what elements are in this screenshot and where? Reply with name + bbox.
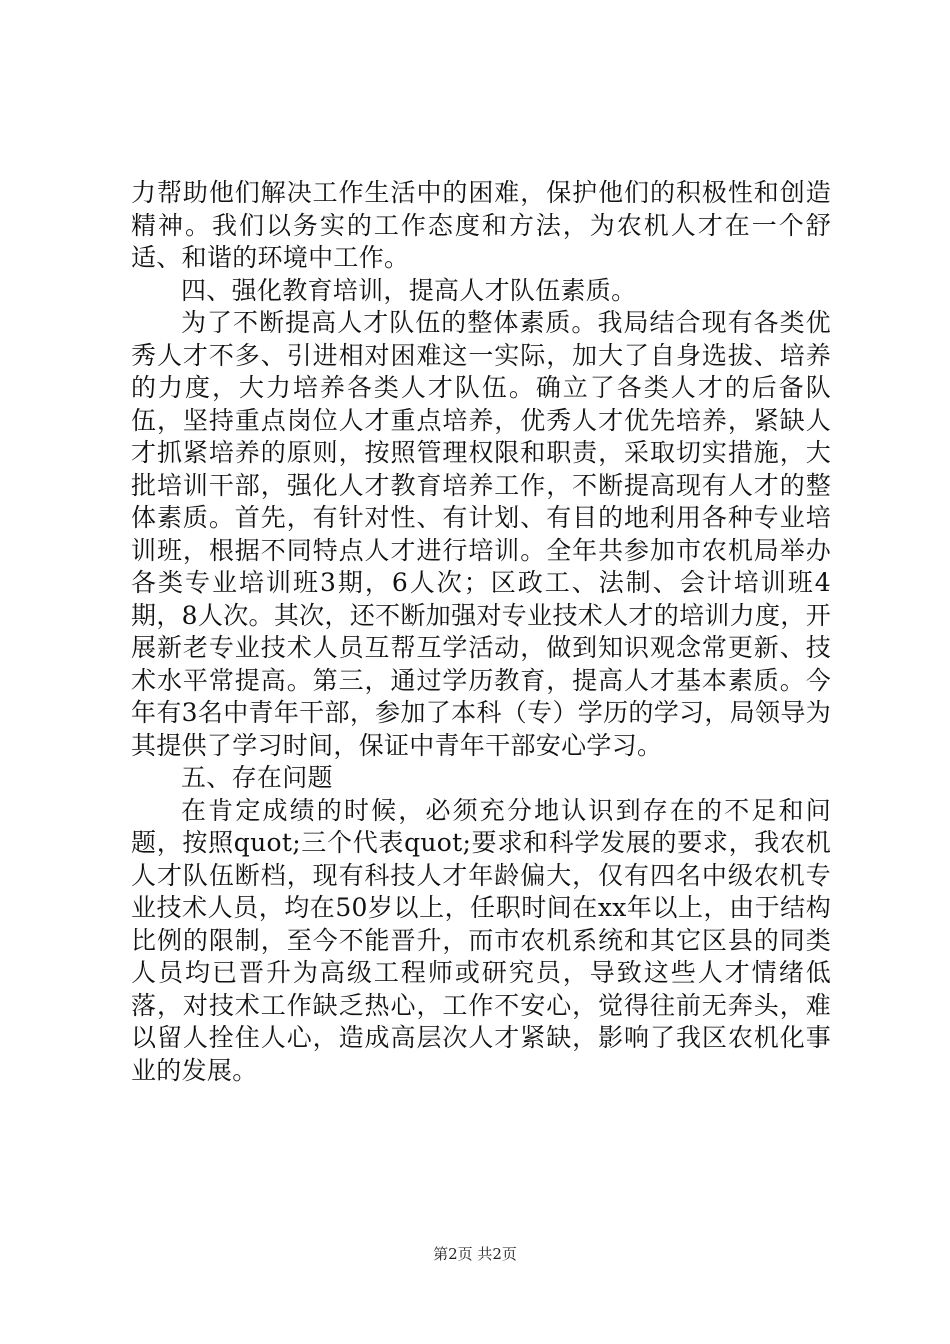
section-heading-five: 五、存在问题 (181, 763, 333, 792)
page-footer: 第2页 共2页 (433, 1245, 517, 1263)
paragraph-training: 为了不断提高人才队伍的整体素质。我局结合现有各类优秀人才不多、引进相对困难这一实际，加大了自身选拔、培养的力度，大力培养各类人才队伍。确立了各类人才的后备队伍，坚持重点岗位人才重点培养，优秀人才优先培养，紧缺人才抓紧培养的原则，按照管理权限和职责，采取切实措施，大批培训干部，强化人才教育培养工作，不断提高现有人才的整体素质。首先，有针对性、有计划、有目的地利用各种专业培训班，根据不同特点人才进行培训。全年共参加市农机局举办各类专业培训班3期，6人次；区政工、法制、会计培训班4期，8人次。其次，还不断加强对专业技术人才的培训力度，开展新老专业技术人员互帮互学活动，做到知识观念常更新、技术水平常提高。第三，通过学历教育，提高人才基本素质。今年有3名中青年干部，参加了本科（专）学历的学习，局领导为其提供了学习时间，保证中青年干部安心学习。 (131, 308, 831, 760)
section-heading-four: 四、强化教育培训，提高人才队伍素质。 (181, 275, 637, 305)
paragraph-continuation: 力帮助他们解决工作生活中的困难，保护他们的积极性和创造精神。我们以务实的工作态度和方法，为农机人才在一个舒适、和谐的环境中工作。 (131, 178, 831, 272)
paragraph-problems: 在肯定成绩的时候，必须充分地认识到存在的不足和问题，按照quot;三个代表quot;要求和科学发展的要求，我农机人才队伍断档，现有科技人才年龄偏大，仅有四名中级农机专业技术人员，均在50岁以上，任职时间在xx年以上，由于结构比例的限制，至今不能晋升，而市农机系统和其它区县的同类人员均已晋升为高级工程师或研究员，导致这些人才情绪低落，对技术工作缺乏热心，工作不安心，觉得往前无奔头，难以留人拴住人心，造成高层次人才紧缺，影响了我区农机化事业的发展。 (131, 795, 831, 1085)
document-body (131, 177, 831, 1087)
